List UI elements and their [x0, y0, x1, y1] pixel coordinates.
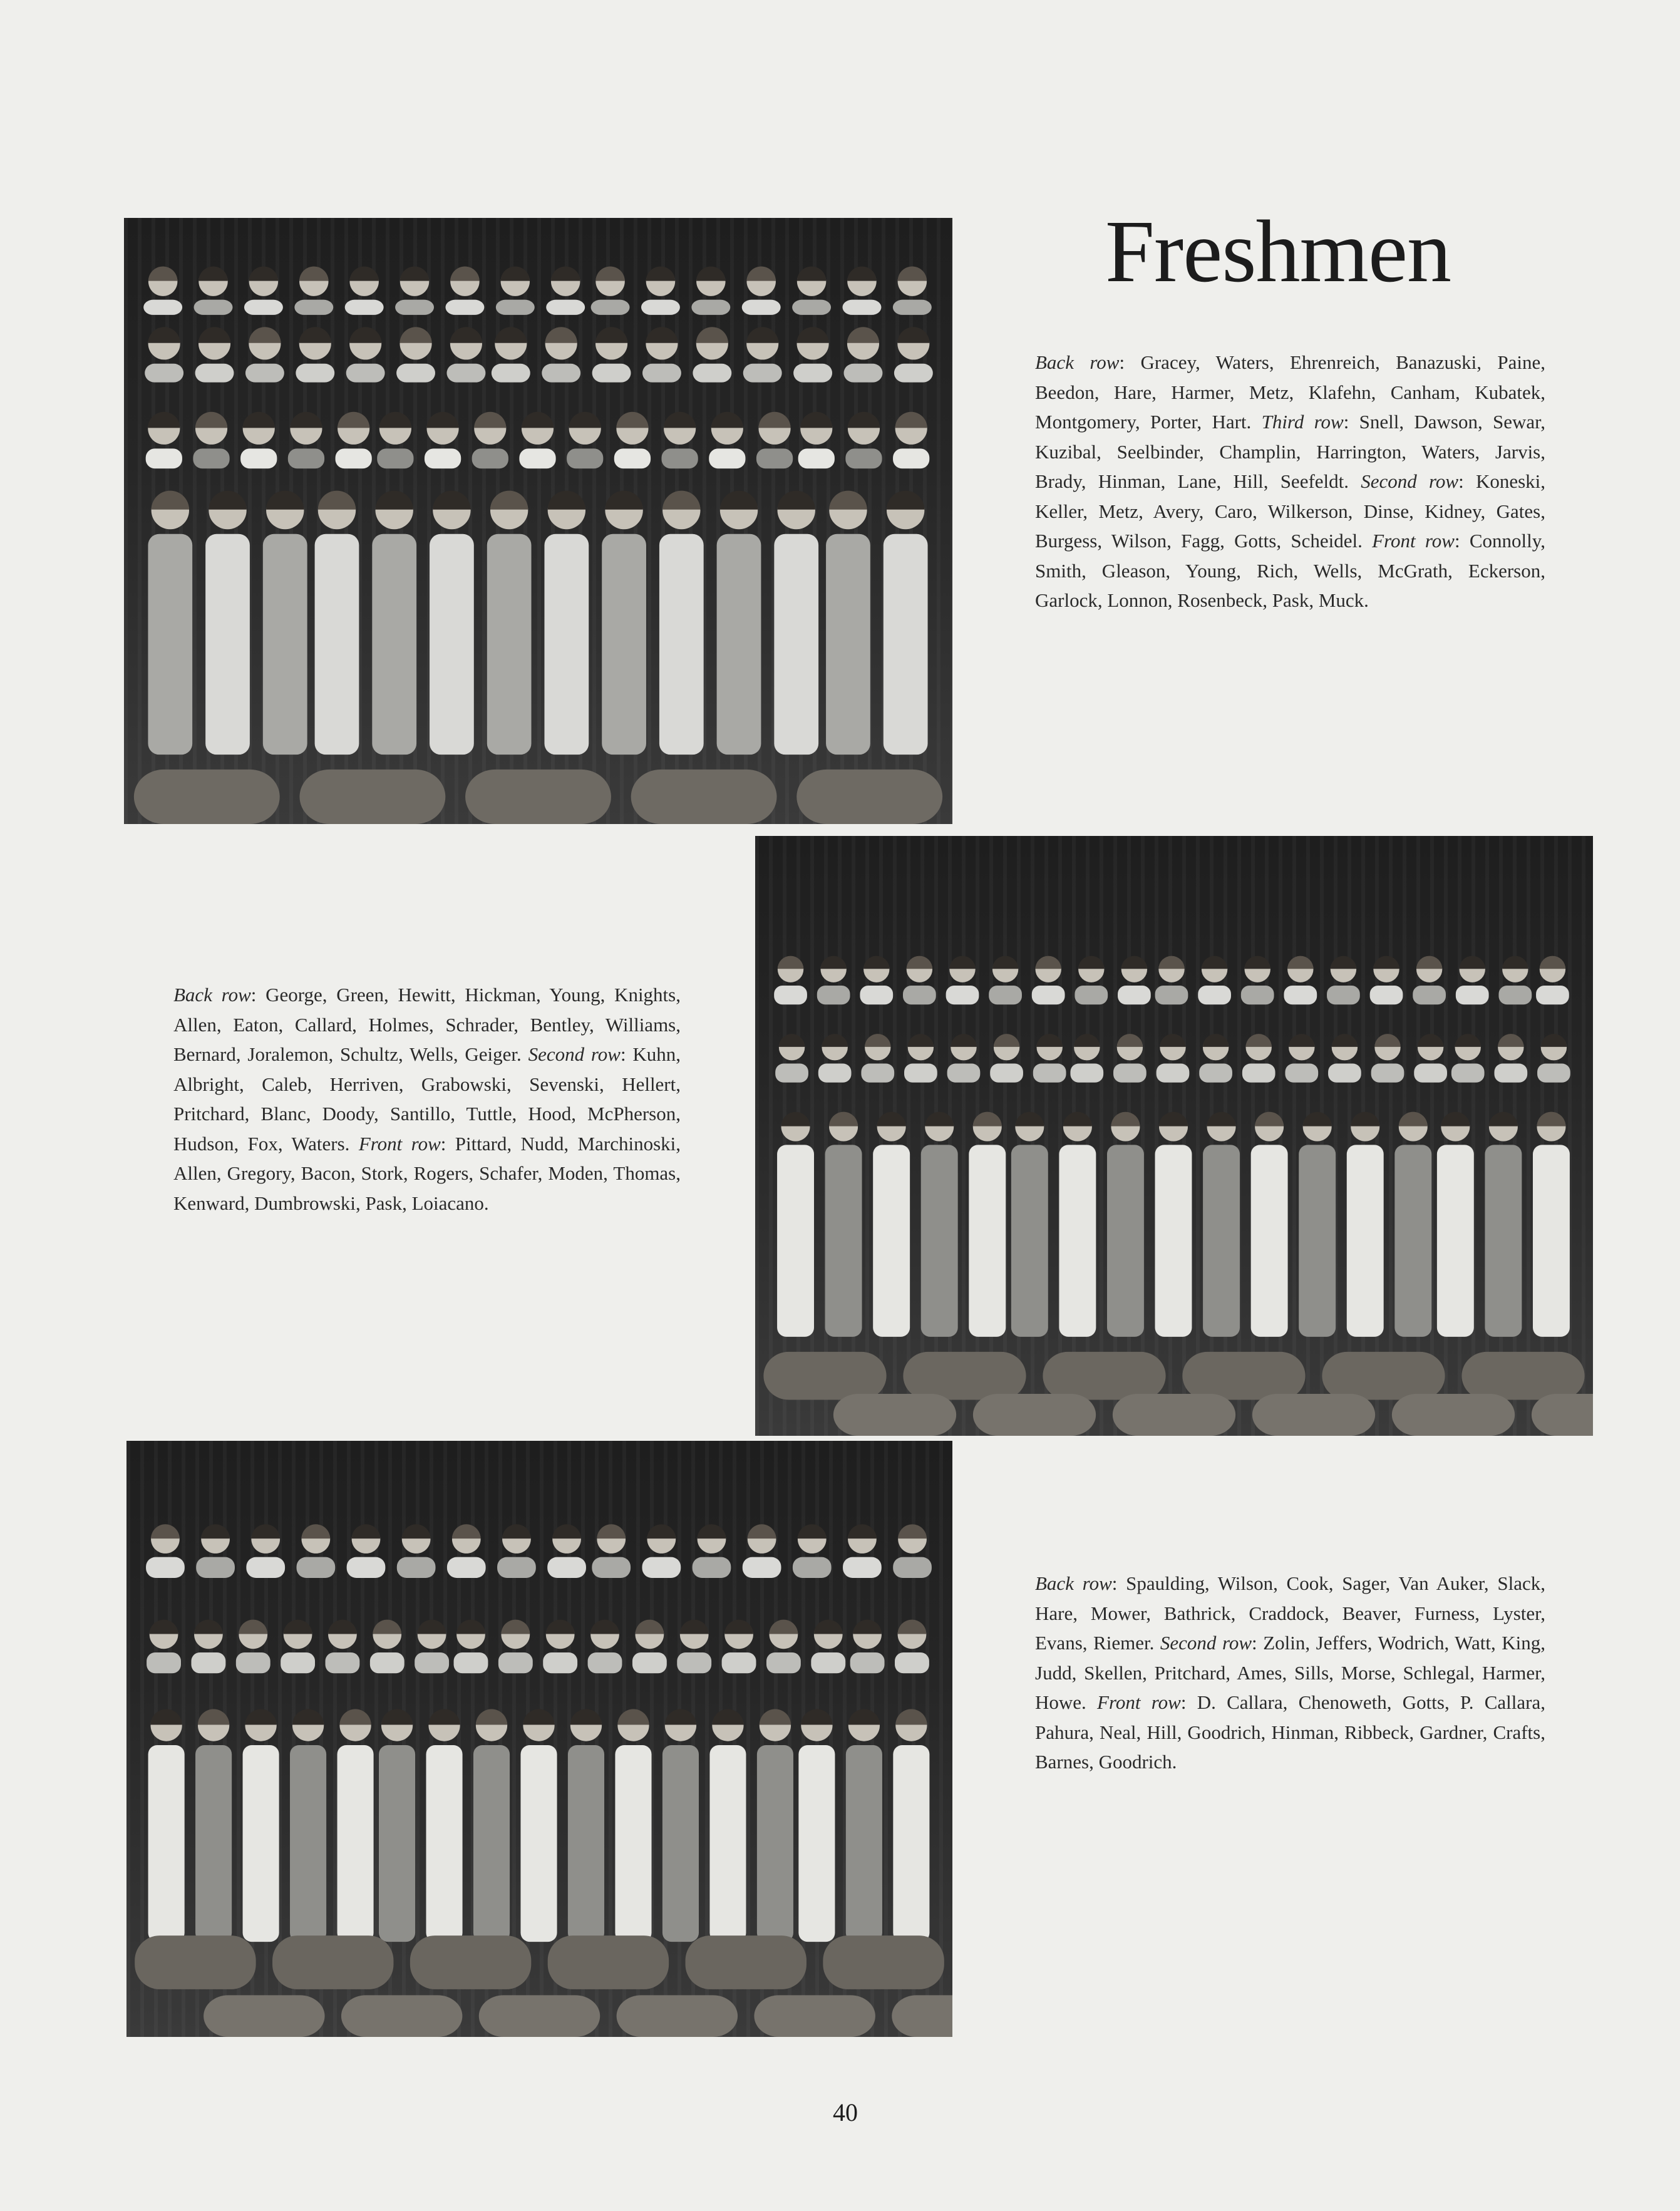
student-figure	[722, 1620, 756, 1674]
student-figure	[1070, 1034, 1103, 1083]
student-figure	[893, 1524, 932, 1578]
student-figure	[861, 1034, 894, 1083]
student-figure	[395, 266, 434, 314]
page-title: Freshmen	[1105, 202, 1451, 301]
student-figure	[1011, 1112, 1048, 1337]
student-figure	[326, 1620, 360, 1674]
student-figure	[263, 491, 307, 755]
student-figure	[757, 1709, 793, 1942]
student-figure	[873, 1112, 910, 1337]
student-figure	[742, 266, 781, 314]
student-figure	[520, 1709, 557, 1942]
student-figure	[843, 1524, 882, 1578]
student-figure	[567, 412, 603, 469]
student-figure	[947, 1034, 981, 1083]
student-figure	[487, 491, 532, 755]
student-figure	[497, 1524, 536, 1578]
student-figure	[195, 1709, 232, 1942]
auditorium-seat	[617, 1995, 738, 2037]
auditorium-seat	[833, 1394, 956, 1436]
student-figure	[946, 956, 979, 1005]
student-figure	[662, 1709, 699, 1942]
student-figure	[661, 412, 698, 469]
student-figure	[1536, 956, 1569, 1005]
student-figure	[281, 1620, 315, 1674]
student-figure	[145, 327, 183, 382]
student-figure	[1157, 1034, 1190, 1083]
student-figure	[1437, 1112, 1474, 1337]
auditorium-seat	[1532, 1394, 1593, 1436]
student-figure	[346, 327, 385, 382]
student-figure	[677, 1620, 711, 1674]
student-figure	[290, 1709, 326, 1942]
row-names: D. Callara, Chenoweth, Gotts, P. Callara, Pahura, Neal, Hill, Goodrich, Hinman, Ribbeck, Gardner, Crafts, Barnes, Goodrich.	[1035, 1691, 1545, 1773]
student-figure	[1199, 1034, 1232, 1083]
student-figure	[893, 412, 929, 469]
caption-2: Back row: George, Green, Hewitt, Hickman, Young, Knights, Allen, Eaton, Callard, Holmes, Schrader, Bentley, Williams, Bernard, Joralemon, Schultz, Wells, Geiger. Second row: Kuhn, Albright, Caleb, Herriven, Grabowski, Sevenski, Hellert, Pritchard, Blanc, Doody, Santillo, Tuttle, Hood, McPherson, Hudson, Fox, Waters. Front row: Pittard, Nudd, Marchinoski, Allen, Gregory, Bacon, Stork, Rogers, Schafer, Moden, Thomas, Kenward, Dumbrowski, Pask, Loiacano.	[173, 984, 681, 1214]
student-figure	[546, 266, 585, 314]
auditorium-seat	[272, 1935, 393, 1989]
caption-3: Back row: Spaulding, Wilson, Cook, Sager, Van Auker, Slack, Hare, Mower, Bathrick, Craddock, Beaver, Furness, Lyster, Evans, Riemer. Second row: Zolin, Jeffers, Wodrich, Watt, King, Judd, Skellen, Pritchard, Ames, Sills, Morse, Schlegal, Harmer, Howe. Front row: D. Callara, Chenoweth, Gotts, P. Callara, Pahura, Neal, Hill, Goodrich, Hinman, Ribbeck, Gardner, Crafts, Barnes, Goodrich.	[1035, 1572, 1545, 1773]
student-figure	[811, 1620, 845, 1674]
student-figure	[904, 1034, 937, 1083]
row-names: Zolin, Jeffers, Wodrich, Watt, King, Judd, Skellen, Pritchard, Ames, Sills, Morse, Schlegal, Harmer, Howe.	[1035, 1632, 1545, 1713]
student-figure	[1155, 956, 1188, 1005]
student-figure	[425, 412, 461, 469]
student-figure	[693, 1524, 731, 1578]
student-figure	[774, 491, 818, 755]
row-label: Front row	[1372, 530, 1455, 552]
student-figure	[243, 1709, 279, 1942]
student-figure	[777, 1112, 814, 1337]
student-figure	[774, 956, 807, 1005]
student-figure	[615, 1709, 651, 1942]
student-figure	[547, 1524, 586, 1578]
student-figure	[845, 412, 882, 469]
student-figure	[1155, 1112, 1192, 1337]
row-names: Connolly, Smith, Gleason, Young, Rich, Wells, McGrath, Eckerson, Garlock, Lonnon, Rosenbeck, Pask, Muck.	[1035, 530, 1545, 611]
auditorium-seat	[1322, 1352, 1445, 1400]
student-figure	[415, 1620, 449, 1674]
student-figure	[990, 1034, 1023, 1083]
student-figure	[642, 327, 681, 382]
student-figure	[1371, 1034, 1404, 1083]
auditorium-seat	[763, 1352, 886, 1400]
student-figure	[1394, 1112, 1431, 1337]
student-figure	[691, 266, 730, 314]
student-figure	[347, 1524, 386, 1578]
student-figure	[895, 1620, 929, 1674]
row-names: Kuhn, Albright, Caleb, Herriven, Grabowski, Sevenski, Hellert, Pritchard, Blanc, Doody, Santillo, Tuttle, Hood, McPherson, Hudson, Fox, Waters.	[173, 1043, 681, 1155]
row-label: Back row	[1035, 1572, 1112, 1594]
photo-illustration	[755, 836, 1593, 1436]
student-figure	[798, 1709, 835, 1942]
student-figure	[1451, 1034, 1485, 1083]
student-figure	[143, 266, 182, 314]
student-figure	[1494, 1034, 1527, 1083]
auditorium-seat	[973, 1394, 1096, 1436]
student-figure	[632, 1620, 667, 1674]
auditorium-seat	[631, 770, 777, 824]
student-figure	[1533, 1112, 1570, 1337]
student-figure	[1033, 1034, 1066, 1083]
student-figure	[288, 412, 324, 469]
auditorium-seat	[1043, 1352, 1165, 1400]
student-figure	[846, 1709, 882, 1942]
auditorium-seat	[465, 770, 611, 824]
student-figure	[792, 266, 831, 314]
student-figure	[191, 1620, 225, 1674]
student-figure	[315, 491, 359, 755]
student-figure	[798, 412, 835, 468]
row-label: Second row	[1361, 470, 1459, 492]
student-figure	[826, 491, 870, 755]
student-figure	[793, 1524, 832, 1578]
student-figure	[592, 1524, 631, 1578]
class-photo-3	[126, 1441, 952, 2037]
student-figure	[1285, 1034, 1318, 1083]
student-figure	[193, 412, 229, 469]
row-label: Front row	[1097, 1691, 1181, 1713]
student-figure	[1251, 1112, 1288, 1337]
student-figure	[1198, 956, 1231, 1005]
auditorium-seat	[135, 1935, 255, 1989]
auditorium-seat	[892, 1995, 952, 2037]
auditorium-seat	[754, 1995, 875, 2037]
class-photo-2	[755, 836, 1593, 1436]
student-figure	[884, 491, 928, 755]
student-figure	[297, 1524, 336, 1578]
student-figure	[196, 1524, 235, 1578]
student-figure	[766, 1620, 801, 1674]
student-figure	[1118, 956, 1151, 1005]
student-figure	[602, 491, 646, 755]
auditorium-seat	[1182, 1352, 1305, 1400]
student-figure	[397, 1524, 436, 1578]
student-figure	[472, 412, 508, 469]
student-figure	[1327, 956, 1360, 1005]
student-figure	[236, 1620, 271, 1674]
student-figure	[1107, 1112, 1144, 1337]
student-figure	[1299, 1112, 1336, 1337]
row-label: Third row	[1261, 411, 1344, 433]
student-figure	[894, 327, 933, 382]
row-names: Snell, Dawson, Sewar, Kuzibal, Seelbinder, Champlin, Harrington, Waters, Jarvis, Brady, Hinman, Lane, Hill, Seefeldt.	[1035, 411, 1546, 492]
student-figure	[1370, 956, 1403, 1005]
student-figure	[544, 491, 589, 755]
row-label: Second row	[1160, 1632, 1252, 1654]
student-figure	[743, 1524, 781, 1578]
student-figure	[1537, 1034, 1570, 1083]
student-figure	[1284, 956, 1317, 1005]
student-figure	[244, 266, 283, 314]
student-figure	[446, 327, 485, 382]
auditorium-seat	[479, 1995, 600, 2037]
student-figure	[496, 266, 535, 314]
student-figure	[146, 412, 182, 468]
row-names: Gracey, Waters, Ehrenreich, Banazuski, Paine, Beedon, Hare, Harmer, Metz, Klafehn, Canham, Kubatek, Montgomery, Porter, Hart.	[1035, 351, 1545, 433]
student-figure	[641, 266, 680, 314]
student-figure	[148, 491, 192, 755]
auditorium-seat	[1392, 1394, 1515, 1436]
student-figure	[743, 327, 782, 382]
student-figure	[430, 491, 474, 755]
auditorium-seat	[1113, 1394, 1235, 1436]
student-figure	[1059, 1112, 1096, 1337]
student-figure	[473, 1709, 510, 1942]
photo-illustration	[124, 218, 952, 824]
student-figure	[568, 1709, 604, 1942]
student-figure	[1456, 956, 1489, 1005]
student-figure	[1498, 956, 1532, 1005]
auditorium-seat	[823, 1935, 944, 1989]
student-figure	[756, 412, 793, 469]
student-figure	[1414, 1034, 1447, 1083]
student-figure	[377, 412, 413, 468]
student-figure	[205, 491, 250, 755]
student-figure	[1242, 1034, 1275, 1083]
caption-1: Back row: Gracey, Waters, Ehrenreich, Banazuski, Paine, Beedon, Hare, Harmer, Metz, Klafehn, Canham, Kubatek, Montgomery, Porter, Hart. Third row: Snell, Dawson, Sewar, Kuzibal, Seelbinder, Champlin, Harrington, Waters, Jarvis, Brady, Hinman, Lane, Hill, Seefeldt. Second row: Koneski, Keller, Metz, Avery, Caro, Wilkerson, Dinse, Kidney, Gates, Burgess, Wilson, Fagg, Gotts, Scheidel. Front row: Connolly, Smith, Gleason, Young, Rich, Wells, McGrath, Eckerson, Garlock, Lonnon, Rosenbeck, Pask, Muck.	[1035, 351, 1546, 611]
class-photo-1	[124, 218, 952, 824]
student-figure	[1347, 1112, 1384, 1337]
row-label: Front row	[358, 1132, 441, 1155]
student-figure	[542, 327, 580, 382]
student-figure	[345, 266, 384, 314]
auditorium-seat	[903, 1352, 1026, 1400]
student-figure	[1032, 956, 1065, 1005]
auditorium-seat	[204, 1995, 324, 2037]
student-figure	[245, 327, 284, 382]
student-figure	[195, 327, 234, 382]
row-label: Back row	[1035, 351, 1120, 373]
student-figure	[447, 1524, 486, 1578]
student-figure	[775, 1034, 808, 1083]
student-figure	[659, 491, 704, 755]
student-figure	[893, 266, 932, 314]
student-figure	[379, 1709, 415, 1942]
student-figure	[519, 412, 555, 468]
student-figure	[296, 327, 334, 382]
student-figure	[338, 1709, 374, 1942]
student-figure	[498, 1620, 533, 1674]
student-figure	[1485, 1112, 1522, 1337]
auditorium-seat	[341, 1995, 462, 2037]
student-figure	[445, 266, 484, 314]
auditorium-seat	[1252, 1394, 1375, 1436]
student-figure	[844, 327, 883, 382]
row-names: Spaulding, Wilson, Cook, Sager, Van Auker, Slack, Hare, Mower, Bathrick, Craddock, Beaver, Furness, Lyster, Evans, Riemer.	[1035, 1572, 1545, 1654]
student-figure	[614, 412, 651, 469]
student-figure	[1074, 956, 1108, 1005]
auditorium-seat	[796, 770, 942, 824]
student-figure	[194, 266, 233, 314]
student-figure	[903, 956, 936, 1005]
student-figure	[1241, 956, 1274, 1005]
student-figure	[372, 491, 416, 755]
student-figure	[426, 1709, 462, 1942]
student-figure	[591, 266, 630, 314]
row-names: Koneski, Keller, Metz, Avery, Caro, Wilkerson, Dinse, Kidney, Gates, Burgess, Wilson, Fagg, Gotts, Scheidel.	[1035, 470, 1546, 552]
student-figure	[588, 1620, 622, 1674]
row-names: Pittard, Nudd, Marchinoski, Allen, Gregory, Bacon, Stork, Rogers, Schafer, Moden, Thomas, Kenward, Dumbrowski, Pask, Loiacano.	[173, 1132, 681, 1214]
student-figure	[492, 327, 530, 382]
student-figure	[717, 491, 761, 755]
student-figure	[1113, 1034, 1147, 1083]
photo-illustration	[126, 1441, 952, 2037]
student-figure	[642, 1524, 681, 1578]
student-figure	[893, 1709, 929, 1942]
student-figure	[843, 266, 882, 314]
auditorium-seat	[410, 1935, 531, 1989]
student-figure	[146, 1524, 185, 1578]
student-figure	[969, 1112, 1006, 1337]
student-figure	[817, 956, 850, 1005]
student-figure	[709, 412, 745, 469]
auditorium-seat	[299, 770, 445, 824]
student-figure	[147, 1620, 181, 1674]
student-figure	[693, 327, 731, 382]
auditorium-seat	[134, 770, 280, 824]
student-figure	[396, 327, 435, 382]
student-figure	[454, 1620, 488, 1674]
student-figure	[860, 956, 893, 1005]
student-figure	[246, 1524, 285, 1578]
student-figure	[825, 1112, 862, 1337]
auditorium-seat	[548, 1935, 669, 1989]
student-figure	[370, 1620, 405, 1674]
student-figure	[793, 327, 832, 382]
row-names: George, Green, Hewitt, Hickman, Young, Knights, Allen, Eaton, Callard, Holmes, Schrader, Bentley, Williams, Bernard, Joralemon, Schultz, Wells, Geiger.	[173, 984, 681, 1065]
student-figure	[850, 1620, 885, 1674]
student-figure	[148, 1709, 185, 1942]
student-figure	[240, 412, 277, 469]
student-figure	[1413, 956, 1446, 1005]
student-figure	[294, 266, 333, 314]
student-figure	[1328, 1034, 1361, 1083]
page-number: 40	[833, 2098, 858, 2126]
student-figure	[709, 1709, 746, 1942]
student-figure	[592, 327, 631, 382]
row-label: Second row	[528, 1043, 621, 1065]
student-figure	[1203, 1112, 1240, 1337]
student-figure	[921, 1112, 958, 1337]
student-figure	[543, 1620, 577, 1674]
student-figure	[818, 1034, 852, 1083]
student-figure	[989, 956, 1022, 1005]
student-figure	[336, 412, 372, 469]
row-label: Back row	[173, 984, 251, 1006]
auditorium-seat	[1461, 1352, 1584, 1400]
auditorium-seat	[686, 1935, 807, 1989]
